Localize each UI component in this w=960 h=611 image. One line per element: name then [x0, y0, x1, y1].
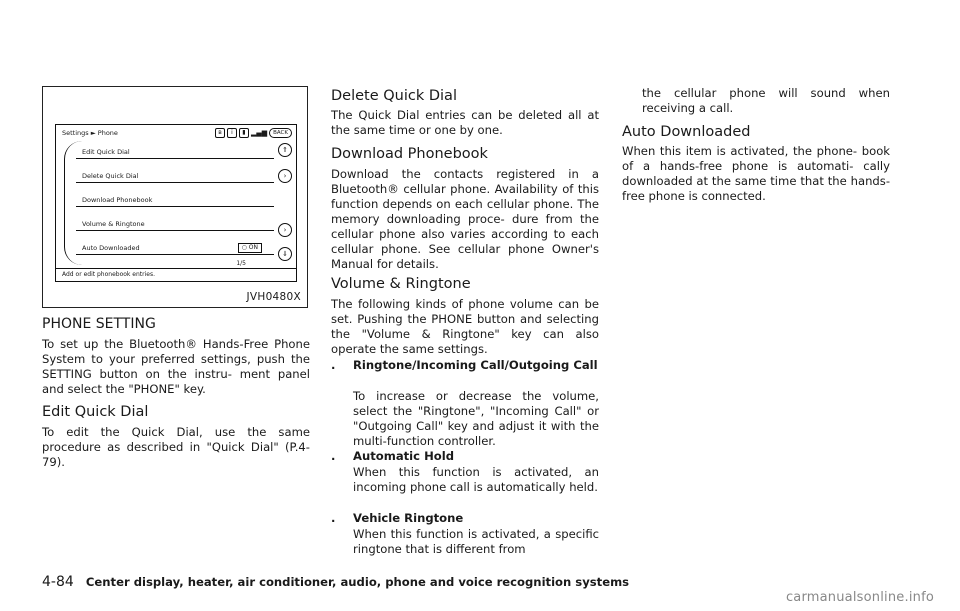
screen-hint: Add or edit phonebook entries. — [56, 268, 296, 281]
para-download-phonebook: Download the contacts registered in a Bluetooth® cellular phone. Availability of this function depends on each cellular phone. The memory downloading proce- dure from the cellular phone also varies according to each cellular phone. See cellular phone Owner's Manual for details. — [331, 167, 599, 271]
scroll-down-icon: › — [278, 223, 292, 237]
on-label: ON — [248, 244, 258, 251]
scroll-bottom-icon: ⇓ — [278, 247, 292, 261]
para-auto-downloaded: When this item is activated, the phone- book of a hands-free phone is automati- cally downloaded at the same time that the hands-free phone is connected. — [622, 144, 890, 203]
bullet-ringtone-calls-text: To increase or decrease the volume, select the "Ringtone", "Incoming Call" or "Outgoing Call" key and adjust it with the multi-function controller. — [353, 389, 599, 448]
page-footer — [42, 574, 629, 590]
para-volume-ringtone: The following kinds of phone volume can be set. Pushing the PHONE button and selecting the "Volume & Ringtone" key can also operate the same settings. — [331, 297, 599, 356]
screen-side-controls — [278, 143, 292, 261]
bullet-dot: . — [331, 449, 336, 463]
menu-item-label: Auto Downloaded — [82, 244, 140, 252]
menu-item-delete-quick-dial: Delete Quick Dial — [76, 169, 274, 183]
heading-download-phonebook: Download Phonebook — [331, 146, 488, 162]
para-vehicle-ringtone-cont: the cellular phone will sound when receiving a call. — [642, 86, 890, 115]
para-delete-quick-dial: The Quick Dial entries can be deleted all at the same time or one by one. — [331, 108, 599, 137]
scroll-up-icon: › — [278, 169, 292, 183]
on-indicator: ○ ON — [238, 243, 262, 253]
menu-item-auto-downloaded — [76, 241, 274, 255]
menu-item-volume-ringtone: Volume & Ringtone — [76, 217, 274, 231]
battery-icon: ▮ — [239, 128, 249, 138]
screen-breadcrumb: Settings ► Phone — [62, 129, 118, 137]
bullet-title: Ringtone/Incoming Call/Outgoing Call — [353, 358, 598, 372]
phone-settings-screen — [55, 124, 297, 282]
page-indicator: 1/5 — [236, 260, 246, 267]
para-edit-quick-dial: To edit the Quick Dial, use the same procedure as described in "Quick Dial" (P.4-79). — [42, 425, 310, 469]
screen-header — [56, 125, 296, 140]
status-icons — [215, 128, 292, 138]
para-phone-setting: To set up the Bluetooth® Hands-Free Phone System to your preferred settings, push the SETTING button on the instru- ment panel and select the "PHONE" key. — [42, 337, 310, 396]
heading-edit-quick-dial: Edit Quick Dial — [42, 404, 149, 420]
signal-icon: ▂▄▆ — [250, 129, 268, 137]
figure-id: JVH0480X — [246, 291, 301, 303]
figure-phone-settings-screen — [42, 86, 308, 308]
heading-phone-setting: PHONE SETTING — [42, 316, 156, 332]
screen-menu — [64, 141, 274, 265]
bullet-automatic-hold-text: When this function is activated, an incoming phone call is automatically held. — [353, 465, 599, 494]
bullet-title: Vehicle Ringtone — [353, 511, 464, 525]
menu-item-download-phonebook: Download Phonebook — [76, 193, 274, 207]
bullet-title: Automatic Hold — [353, 449, 455, 463]
bluetooth-icon: ʙ — [215, 128, 225, 138]
heading-auto-downloaded: Auto Downloaded — [622, 124, 751, 140]
bullet-dot: . — [331, 358, 336, 372]
bullet-vehicle-ringtone-text: When this function is activated, a specific ringtone that is different from — [353, 527, 599, 556]
bullet-dot: . — [331, 511, 336, 525]
back-button: BACK — [269, 128, 292, 138]
bullet-vehicle-ringtone — [331, 511, 599, 526]
scroll-top-icon: ⇑ — [278, 143, 292, 157]
menu-item-edit-quick-dial: Edit Quick Dial — [76, 145, 274, 159]
bullet-automatic-hold — [331, 449, 599, 464]
watermark: carmanualsonline.info — [785, 590, 934, 605]
bullet-ringtone-calls — [331, 358, 599, 388]
heading-volume-ringtone: Volume & Ringtone — [331, 276, 471, 292]
section-title: Center display, heater, air conditioner, audio, phone and voice recognition systems — [85, 575, 630, 589]
page-number: 4-84 — [42, 574, 74, 590]
info-icon: i — [227, 128, 237, 138]
heading-delete-quick-dial: Delete Quick Dial — [331, 88, 457, 104]
